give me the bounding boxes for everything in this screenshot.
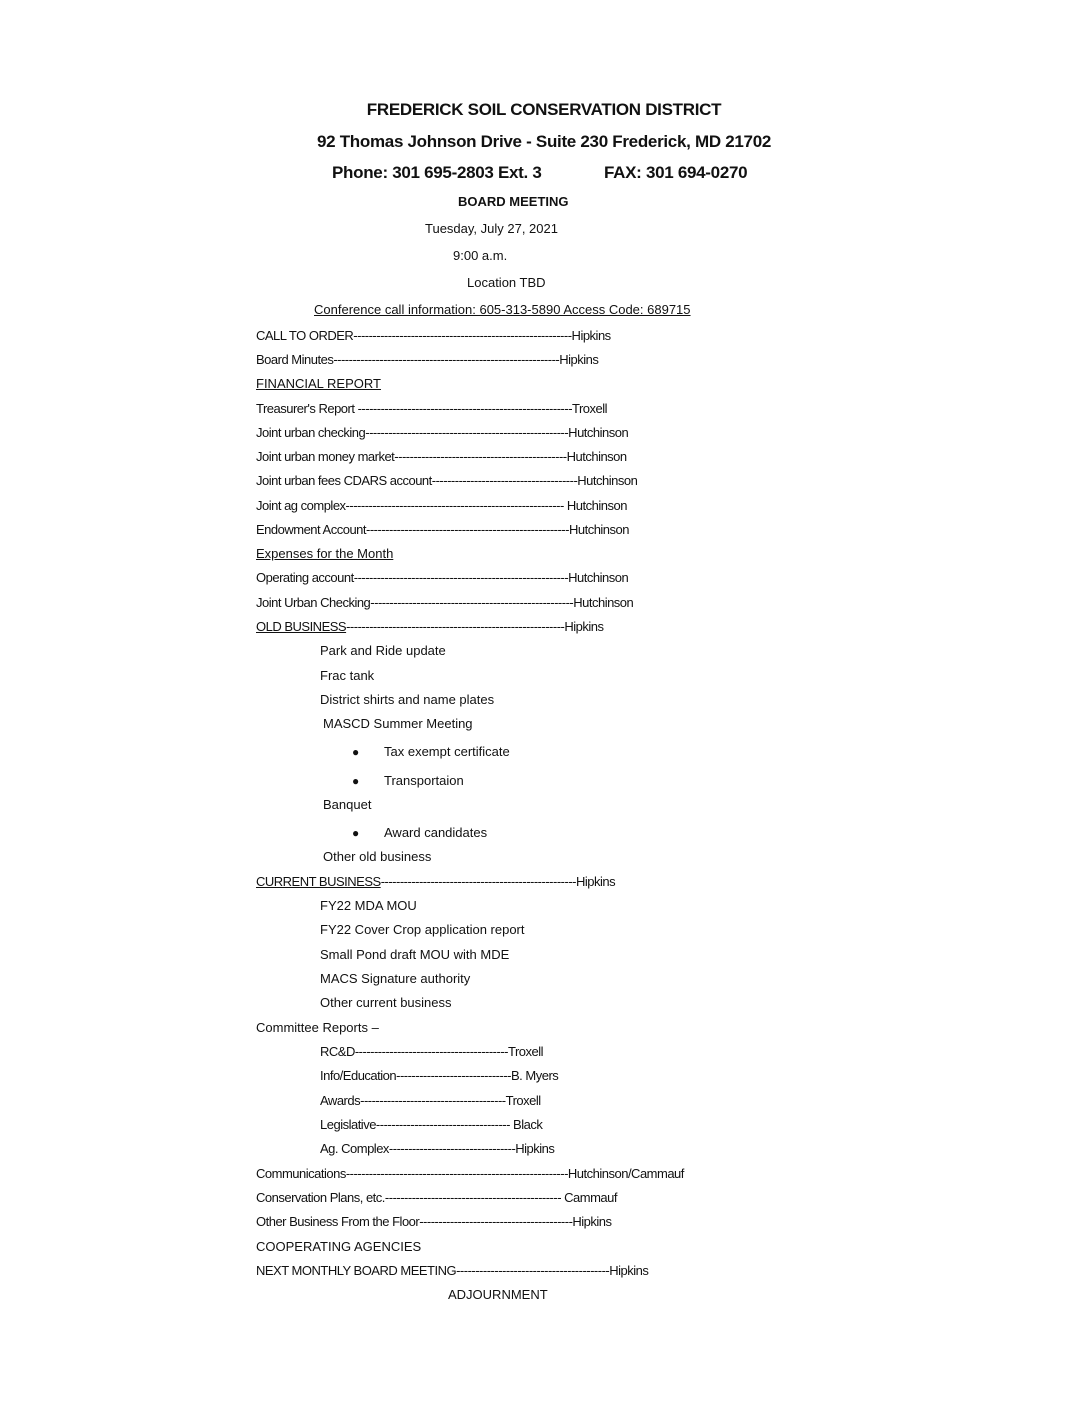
next-monthly-meeting: NEXT MONTHLY BOARD MEETING----------------------------------------Hipkins <box>256 1263 649 1278</box>
old-item-award-candidates: Award candidates <box>384 825 488 840</box>
old-item-shirts: District shirts and name plates <box>320 692 495 707</box>
committee-ag-complex: Ag. Complex---------------------------------Hipkins <box>320 1141 555 1156</box>
endowment-account: Endowment Account-----------------------------------------------------Hutchinson <box>256 522 629 537</box>
old-item-tax-exempt: Tax exempt certificate <box>384 744 510 759</box>
joint-urban-checking: Joint urban checking-----------------------------------------------------Hutchinson <box>256 425 629 440</box>
committee-legislative: Legislative----------------------------------- Black <box>320 1117 543 1132</box>
bullet-icon: ● <box>352 826 360 840</box>
operating-account: Operating account--------------------------------------------------------Hutchinson <box>256 570 629 585</box>
old-item-mascd: MASCD Summer Meeting <box>323 716 473 731</box>
old-business <box>256 619 603 635</box>
adjournment: ADJOURNMENT <box>448 1287 548 1302</box>
phone-number: Phone: 301 695-2803 Ext. 3 <box>332 163 542 182</box>
bullet-icon: ● <box>352 745 360 759</box>
old-item-park-ride: Park and Ride update <box>320 643 446 658</box>
committee-reports: Committee Reports – <box>256 1020 379 1035</box>
meeting-location: Location TBD <box>467 275 546 290</box>
org-name: FREDERICK SOIL CONSERVATION DISTRICT <box>366 100 722 119</box>
org-address: 92 Thomas Johnson Drive - Suite 230 Frederick, MD 21702 <box>316 132 771 151</box>
fax-number: FAX: 301 694-0270 <box>604 163 748 182</box>
joint-urban-money-market: Joint urban money market---------------------------------------------Hutchinson <box>256 449 627 464</box>
current-item-fy22-mda: FY22 MDA MOU <box>320 898 417 913</box>
board-minutes: Board Minutes-----------------------------------------------------------Hipkins <box>256 352 599 367</box>
committee-rcd: RC&D----------------------------------------Troxell <box>320 1044 544 1059</box>
conservation-plans: Conservation Plans, etc.---------------------------------------------- Cammauf <box>256 1190 618 1205</box>
treasurers-report: Treasurer's Report --------------------------------------------------------Troxell <box>256 401 608 416</box>
old-business-owner: ---------------------------------------------------------Hipkins <box>346 619 604 634</box>
current-item-macs-signature: MACS Signature authority <box>320 971 471 986</box>
current-item-small-pond: Small Pond draft MOU with MDE <box>320 947 510 962</box>
current-item-other: Other current business <box>320 995 452 1010</box>
meeting-date: Tuesday, July 27, 2021 <box>425 221 558 236</box>
committee-info-education: Info/Education------------------------------B. Myers <box>320 1068 559 1083</box>
joint-urban-checking-expenses: Joint Urban Checking-----------------------------------------------------Hutchinson <box>256 595 634 610</box>
joint-urban-fees-cdars: Joint urban fees CDARS account--------------------------------------Hutchinson <box>256 473 638 488</box>
conference-call-info: Conference call information: 605-313-5890 Access Code: 689715 <box>314 302 691 317</box>
communications: Communications----------------------------------------------------------Hutchinson/Cammauf <box>256 1166 684 1181</box>
current-business <box>256 874 615 890</box>
current-item-fy22-cover: FY22 Cover Crop application report <box>320 922 525 937</box>
meeting-time: 9:00 a.m. <box>453 248 508 263</box>
other-business-floor: Other Business From the Floor----------------------------------------Hipkins <box>256 1214 612 1229</box>
meeting-title: BOARD MEETING <box>458 194 569 209</box>
financial-report-heading: FINANCIAL REPORT <box>256 376 381 391</box>
old-item-other: Other old business <box>323 849 432 864</box>
old-business-label: OLD BUSINESS <box>256 619 347 634</box>
old-item-frac-tank: Frac tank <box>320 668 375 683</box>
joint-ag-complex: Joint ag complex--------------------------------------------------------- Hutchinson <box>256 498 627 513</box>
old-item-transportation: Transportaion <box>384 773 464 788</box>
current-business-label: CURRENT BUSINESS <box>256 874 381 889</box>
committee-awards: Awards--------------------------------------Troxell <box>320 1093 541 1108</box>
expenses-heading: Expenses for the Month <box>256 546 394 561</box>
call-to-order: CALL TO ORDER---------------------------------------------------------Hipkins <box>256 328 611 343</box>
bullet-icon: ● <box>352 774 360 788</box>
cooperating-agencies: COOPERATING AGENCIES <box>256 1239 422 1254</box>
current-business-owner: ---------------------------------------------------Hipkins <box>380 874 616 889</box>
old-item-banquet: Banquet <box>323 797 372 812</box>
